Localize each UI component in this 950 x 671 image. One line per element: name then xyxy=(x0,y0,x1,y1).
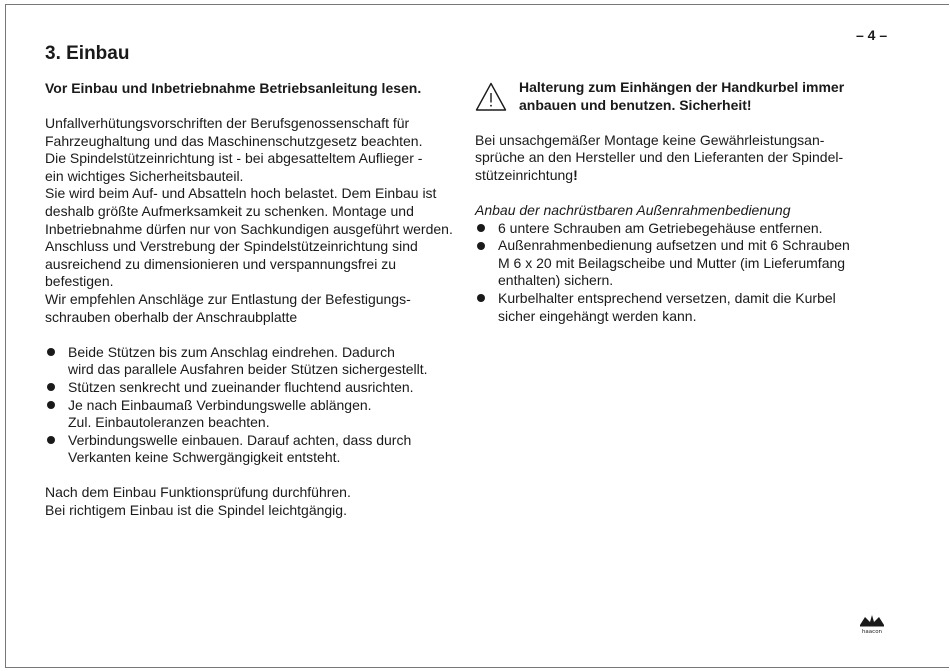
intro-line: Wir empfehlen Anschläge zur Entlastung der Befestigungs- xyxy=(45,291,411,308)
list-item xyxy=(45,432,460,467)
intro-line: Unfallverhütungsvorschriften der Berufsgenossenschaft für xyxy=(45,115,410,132)
right-column xyxy=(475,79,875,343)
warranty-exclamation: ! xyxy=(573,166,578,183)
list-item-line: Außenrahmenbedienung aufsetzen und mit 6 Schrauben xyxy=(498,237,850,254)
list-item-line: Kurbelhalter entsprechend versetzen, damit die Kurbel xyxy=(498,289,836,306)
list-item xyxy=(45,397,460,432)
intro-line: schrauben oberhalb der Anschraubplatte xyxy=(45,308,298,325)
intro-line: Inbetriebnahme dürfen nur von Sachkundigen ausgeführt werden. xyxy=(45,220,453,237)
closing-paragraph xyxy=(45,484,460,519)
list-item-line: Verkanten keine Schwergängigkeit entsteht. xyxy=(68,449,341,466)
list-item-line: Zul. Einbautoleranzen beachten. xyxy=(68,414,270,431)
warning-triangle-icon xyxy=(475,82,507,112)
list-item-line: Verbindungswelle einbauen. Darauf achten, dass durch xyxy=(68,431,412,448)
intro-line: Anschluss und Verstrebung der Spindelstützeinrichtung sind xyxy=(45,238,418,255)
list-item-line: Beide Stützen bis zum Anschlag eindrehen. Dadurch xyxy=(68,343,395,360)
intro-line: Sie wird beim Auf- und Absatteln hoch belastet. Dem Einbau ist xyxy=(45,185,437,202)
intro-line: deshalb größte Aufmerksamkeit zu schenken. Montage und xyxy=(45,203,414,220)
page-number: – 4 – xyxy=(856,27,888,43)
warranty-line: Bei unsachgemäßer Montage keine Gewährleistungsan- xyxy=(475,131,825,148)
warranty-paragraph xyxy=(475,132,875,185)
section-title: 3. Einbau xyxy=(45,43,130,64)
svg-text:haacon: haacon xyxy=(861,629,883,635)
intro-line: ausreichend zu dimensionieren und verspannungsfrei zu xyxy=(45,255,396,272)
warning-notice xyxy=(475,79,875,114)
list-item xyxy=(45,344,460,379)
list-item xyxy=(45,379,460,397)
list-item-line: 6 untere Schrauben am Getriebegehäuse entfernen. xyxy=(498,219,823,236)
warning-line: anbauen und benutzen. Sicherheit! xyxy=(519,96,752,113)
lead-instruction: Vor Einbau und Inbetriebnahme Betriebsanleitung lesen. xyxy=(45,80,422,96)
warranty-line: sprüche an den Hersteller und den Lieferanten der Spindel- xyxy=(475,149,844,166)
intro-line: Fahrzeughaltung und das Maschinenschutzgesetz beachten. xyxy=(45,132,423,149)
retrofit-steps-list xyxy=(475,220,875,326)
warranty-line-text: stützeinrichtung xyxy=(475,166,574,183)
subheading: Anbau der nachrüstbaren Außenrahmenbedienung xyxy=(475,201,791,218)
intro-line: befestigen. xyxy=(45,273,114,290)
list-item-line: sicher eingehängt werden kann. xyxy=(498,307,697,324)
intro-paragraph xyxy=(45,115,460,326)
list-item-line: wird das parallele Ausfahren beider Stützen sichergestellt. xyxy=(68,361,428,378)
closing-line: Bei richtigem Einbau ist die Spindel leichtgängig. xyxy=(45,501,347,518)
list-item-line: M 6 x 20 mit Beilagscheibe und Mutter (im Lieferumfang xyxy=(498,254,846,271)
closing-line: Nach dem Einbau Funktionsprüfung durchführen. xyxy=(45,484,351,501)
list-item-line: Je nach Einbaumaß Verbindungswelle ablängen. xyxy=(68,396,372,413)
warning-line: Halterung zum Einhängen der Handkurbel immer xyxy=(519,79,845,95)
warranty-line xyxy=(475,167,875,185)
intro-line: Die Spindelstützeinrichtung ist - bei abgesatteltem Auflieger - xyxy=(45,150,423,167)
haacon-logo-icon xyxy=(859,611,885,635)
intro-line: ein wichtiges Sicherheitsbauteil. xyxy=(45,167,244,184)
list-item xyxy=(475,220,875,238)
list-item-line: enthalten) sichern. xyxy=(498,272,614,289)
left-column xyxy=(45,80,460,520)
list-item xyxy=(475,237,875,290)
list-item-line: Stützen senkrecht und zueinander fluchtend ausrichten. xyxy=(68,378,414,395)
warning-text xyxy=(519,79,844,114)
list-item xyxy=(475,290,875,325)
installation-steps-list xyxy=(45,344,460,467)
